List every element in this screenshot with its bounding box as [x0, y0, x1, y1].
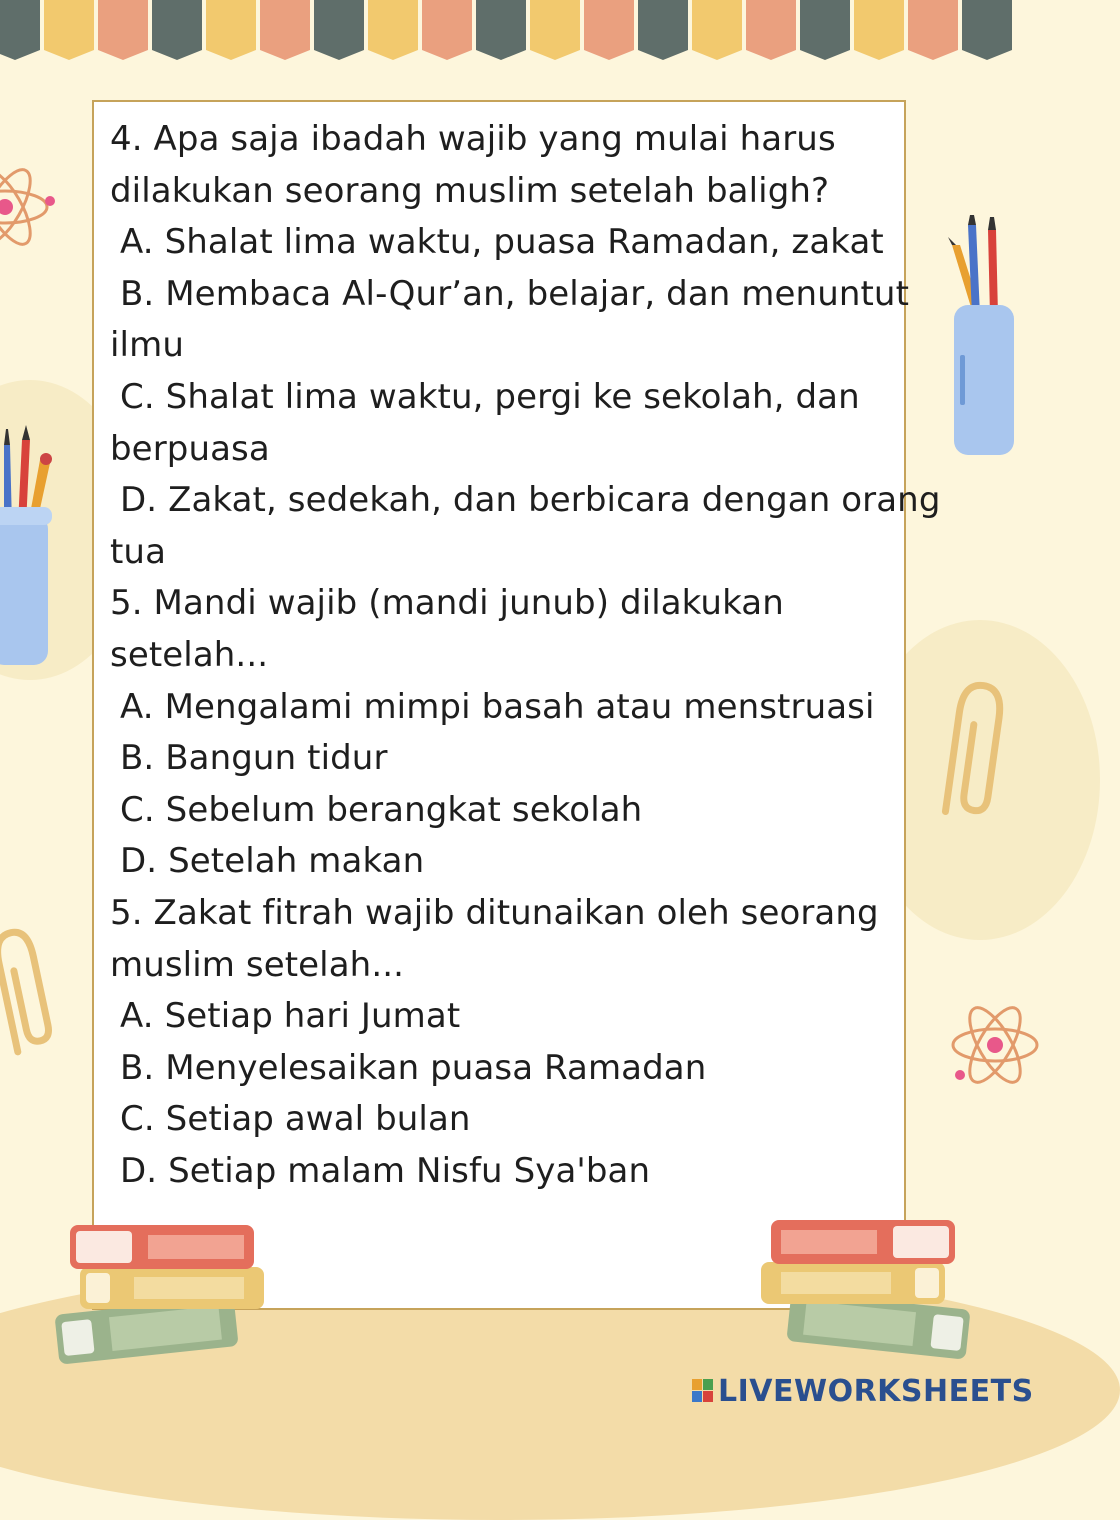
liveworksheets-logo-icon: [692, 1379, 714, 1403]
question-block: [110, 888, 950, 1198]
bunting-flag: [638, 0, 688, 60]
answer-option-b: B. Menyelesaikan puasa Ramadan: [120, 1047, 707, 1088]
bunting-flag: [98, 0, 148, 60]
bunting-flags: [0, 0, 1000, 70]
answer-option-a: A. Setiap hari Jumat: [120, 996, 461, 1037]
question-line: setelah...: [110, 634, 269, 675]
answer-option-c-continued: berpuasa: [110, 428, 270, 469]
bunting-flag: [854, 0, 904, 60]
answer-option-a: A. Shalat lima waktu, puasa Ramadan, zakat: [120, 222, 884, 263]
answer-option-b: B. Bangun tidur: [120, 738, 388, 779]
logo-text: LIVEWORKSHEETS: [718, 1373, 1034, 1409]
question-line: dilakukan seorang muslim setelah baligh?: [110, 170, 830, 211]
liveworksheets-logo[interactable]: [692, 1372, 1034, 1410]
answer-option-b-continued: ilmu: [110, 325, 184, 366]
bunting-flag: [692, 0, 742, 60]
bunting-flag: [908, 0, 958, 60]
bunting-flag: [476, 0, 526, 60]
bunting-flag: [260, 0, 310, 60]
question-block: [110, 114, 950, 578]
bunting-flag: [746, 0, 796, 60]
question-line: 4. Apa saja ibadah wajib yang mulai harus: [110, 119, 836, 159]
answer-option-d: D. Setiap malam Nisfu Sya'ban: [120, 1150, 651, 1191]
answer-option-c: C. Sebelum berangkat sekolah: [120, 789, 643, 830]
bunting-flag: [800, 0, 850, 60]
bunting-flag: [530, 0, 580, 60]
bunting-flag: [314, 0, 364, 60]
answer-option-c: C. Setiap awal bulan: [120, 1099, 471, 1140]
bunting-flag: [44, 0, 94, 60]
question-line: muslim setelah...: [110, 944, 405, 985]
answer-option-c: C. Shalat lima waktu, pergi ke sekolah, dan: [120, 376, 860, 417]
answer-option-a: A. Mengalami mimpi basah atau menstruasi: [120, 686, 875, 727]
bunting-flag: [152, 0, 202, 60]
question-line: 5. Mandi wajib (mandi junub) dilakukan: [110, 583, 784, 624]
bunting-flag: [422, 0, 472, 60]
book-stack-icon: [775, 1210, 975, 1360]
bunting-flag: [368, 0, 418, 60]
pencil-cup-icon: [0, 415, 70, 665]
bunting-flag: [0, 0, 40, 60]
question-line: 5. Zakat fitrah wajib ditunaikan oleh seorang: [110, 892, 879, 933]
answer-option-b: B. Membaca Al-Qur’an, belajar, dan menuntut: [120, 273, 910, 314]
answer-option-d-continued: tua: [110, 531, 167, 572]
answer-option-d: D. Zakat, sedekah, dan berbicara dengan orang: [120, 480, 941, 521]
bunting-flag: [584, 0, 634, 60]
book-stack-icon: [50, 1215, 250, 1365]
bunting-flag: [206, 0, 256, 60]
question-text: [110, 114, 950, 1197]
bunting-flag: [962, 0, 1012, 60]
atom-icon: [0, 145, 70, 265]
question-block: [110, 578, 950, 888]
atom-icon: [940, 990, 1020, 1100]
answer-option-d: D. Setelah makan: [120, 841, 425, 882]
paperclip-icon: [0, 920, 55, 1060]
